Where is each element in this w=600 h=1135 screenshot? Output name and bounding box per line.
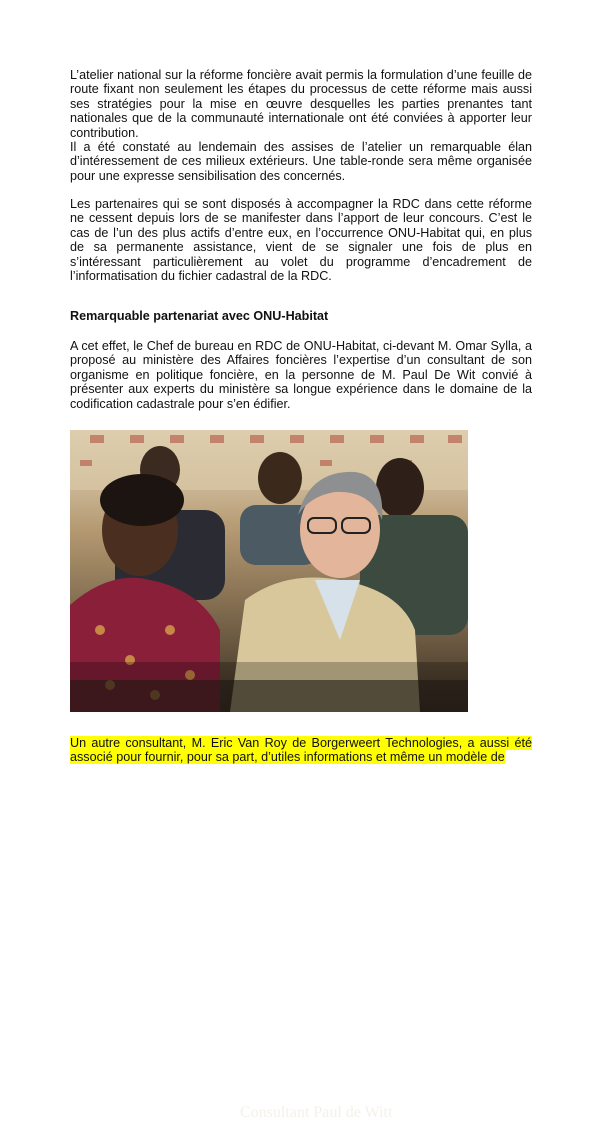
section-heading: Remarquable partenariat avec ONU-Habitat — [70, 309, 329, 323]
paragraph-atelier: L’atelier national sur la réforme foncière avait permis la formulation d’une feuille de route fixant non seulement les étapes du processus de cette réforme mais aussi ses stratégies pour la mise en œuvre desquelles les parties prenantes tant nationales que de la communauté internationale ont été conviées à apporter leur contribution. — [70, 68, 532, 140]
paragraph-highlighted — [70, 736, 532, 765]
paragraph-partenaires: Les partenaires qui se sont disposés à accompagner la RDC dans cette réforme ne cessent depuis lors de se manifester dans l’apport de leur concours. C’est le cas de l’un des plus actifs d’entre eux, en l’occurrence ONU-Habitat qui, en plus de sa permanente assistance, vient de se signaler une fois de plus en s’intéressant particulièrement au volet du programme d’encadrement de l’informatisation du fichier cadastral de la RDC. — [70, 197, 532, 284]
photo-credit: PHOTO BY DIGITALCONGO — [360, 1126, 462, 1135]
paragraph-onu-habitat: A cet effet, le Chef de bureau en RDC de ONU-Habitat, ci-devant M. Omar Sylla, a proposé au ministère des Affaires foncières l’expertise d’un consultant de son organisme en politique foncière, en la personne de M. Paul De Wit convié à présenter aux experts du ministère sa longue expérience dans le domaine de la codification cadastrale pour s’en édifier. — [70, 339, 532, 411]
photo-caption: Consultant Paul de Witt — [240, 1104, 393, 1121]
paragraph-constat: Il a été constaté au lendemain des assises de l’atelier un remarquable élan d’intéressement de ces milieux extérieurs. Une table-ronde sera même organisée pour une expresse sensibilisation des concernés. — [70, 140, 532, 183]
highlighted-text: Un autre consultant, M. Eric Van Roy de Borgerweert Technologies, a aussi été associé pour fournir, pour sa part, d’utiles informations et même un modèle de — [70, 736, 532, 765]
